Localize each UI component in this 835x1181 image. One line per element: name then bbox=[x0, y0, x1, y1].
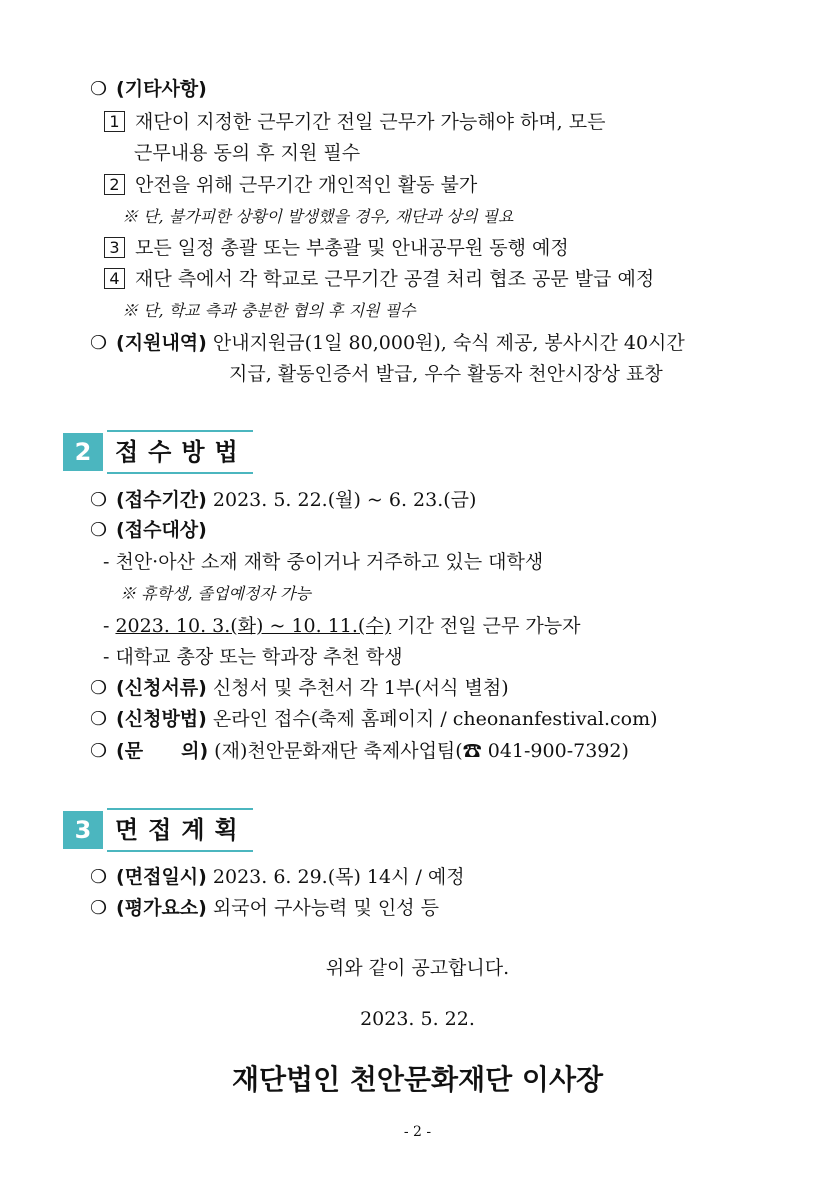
misc-heading: (기타사항) bbox=[116, 78, 207, 100]
section-2-rule-bottom bbox=[107, 472, 253, 474]
bullet-icon: ❍ bbox=[90, 519, 108, 541]
closing-date: 2023. 5. 22. bbox=[360, 1008, 475, 1030]
target-item-2-dates: 2023. 10. 3.(화) ~ 10. 11.(수) bbox=[115, 615, 392, 637]
misc-item-3 bbox=[104, 235, 569, 261]
section-3-title: 면접계획 bbox=[115, 816, 248, 844]
docs-line bbox=[90, 675, 509, 701]
method-value: 온라인 접수(축제 홈페이지 / cheonanfestival.com) bbox=[212, 708, 658, 730]
target-item-1: - 천안·아산 소재 재학 중이거나 거주하고 있는 대학생 bbox=[103, 551, 544, 573]
misc-item-1-cont: 근무내용 동의 후 지원 필수 bbox=[134, 142, 361, 164]
apply-period-label: (접수기간) bbox=[116, 489, 207, 511]
criteria-label: (평가요소) bbox=[116, 897, 207, 919]
misc-item-4-note: ※ 단, 학교 측과 충분한 협의 후 지원 필수 bbox=[122, 301, 416, 320]
contact-label: (문 의) bbox=[116, 740, 209, 762]
contact-value: (재)천안문화재단 축제사업팀(☎ 041-900-7392) bbox=[214, 740, 629, 762]
item-number-2: 2 bbox=[104, 174, 125, 195]
section-2-title: 접수방법 bbox=[115, 438, 248, 466]
criteria-value: 외국어 구사능력 및 인성 등 bbox=[212, 897, 439, 919]
support-label: (지원내역) bbox=[116, 332, 207, 354]
section-2-rule-top bbox=[107, 430, 253, 432]
section-3-rule-top bbox=[107, 808, 253, 810]
misc-item-2-note: ※ 단, 불가피한 상황이 발생했을 경우, 재단과 상의 필요 bbox=[122, 207, 514, 226]
misc-item-2-text: 안전을 위해 근무기간 개인적인 활동 불가 bbox=[135, 174, 478, 196]
contact-line bbox=[90, 738, 629, 764]
apply-target-label: (접수대상) bbox=[116, 519, 207, 541]
misc-item-3-text: 모든 일정 총괄 또는 부총괄 및 안내공무원 동행 예정 bbox=[135, 237, 569, 259]
page-number: - 2 - bbox=[403, 1124, 432, 1140]
misc-item-1 bbox=[104, 109, 605, 135]
bullet-icon: ❍ bbox=[90, 708, 108, 730]
interview-date-line bbox=[90, 864, 465, 890]
closing-statement: 위와 같이 공고합니다. bbox=[325, 957, 510, 979]
section-2-number: 2 bbox=[63, 433, 103, 471]
criteria-line bbox=[90, 895, 439, 921]
support-line bbox=[90, 330, 685, 356]
bullet-icon: ❍ bbox=[90, 866, 108, 888]
item-number-4: 4 bbox=[104, 268, 125, 289]
misc-item-1-text: 재단이 지정한 근무기간 전일 근무가 가능해야 하며, 모든 bbox=[135, 111, 606, 133]
target-item-2 bbox=[103, 613, 580, 639]
item-number-3: 3 bbox=[104, 237, 125, 258]
misc-item-4 bbox=[104, 266, 654, 292]
bullet-icon: ❍ bbox=[90, 897, 108, 919]
target-item-1-note: ※ 휴학생, 졸업예정자 가능 bbox=[120, 584, 311, 603]
section-3-number: 3 bbox=[63, 811, 103, 849]
misc-item-4-text: 재단 측에서 각 학교로 근무기간 공결 처리 협조 공문 발급 예정 bbox=[135, 268, 655, 290]
apply-target-line bbox=[90, 517, 207, 543]
target-item-3: - 대학교 총장 또는 학과장 추천 학생 bbox=[103, 646, 403, 668]
method-label: (신청방법) bbox=[116, 708, 207, 730]
bullet-icon: ❍ bbox=[90, 677, 108, 699]
misc-heading-line bbox=[90, 76, 207, 102]
item-number-1: 1 bbox=[104, 111, 125, 132]
apply-period-line bbox=[90, 487, 476, 513]
method-line bbox=[90, 706, 658, 732]
bullet-icon: ❍ bbox=[90, 78, 108, 100]
bullet-icon: ❍ bbox=[90, 332, 108, 354]
bullet-icon: ❍ bbox=[90, 489, 108, 511]
target-item-2-dash: - bbox=[103, 615, 110, 637]
misc-item-2 bbox=[104, 172, 477, 198]
docs-label: (신청서류) bbox=[116, 677, 207, 699]
target-item-2-text: 기간 전일 근무 가능자 bbox=[397, 615, 581, 637]
section-3-rule-bottom bbox=[107, 850, 253, 852]
apply-period-value: 2023. 5. 22.(월) ~ 6. 23.(금) bbox=[212, 489, 477, 511]
docs-value: 신청서 및 추천서 각 1부(서식 별첨) bbox=[212, 677, 509, 699]
support-value-1: 안내지원금(1일 80,000원), 숙식 제공, 봉사시간 40시간 bbox=[212, 332, 685, 354]
bullet-icon: ❍ bbox=[90, 740, 108, 762]
interview-date-label: (면접일시) bbox=[116, 866, 207, 888]
interview-date-value: 2023. 6. 29.(목) 14시 / 예정 bbox=[212, 866, 465, 888]
support-value-2: 지급, 활동인증서 발급, 우수 활동자 천안시장상 표창 bbox=[229, 363, 663, 385]
signature: 재단법인 천안문화재단 이사장 bbox=[231, 1063, 604, 1096]
